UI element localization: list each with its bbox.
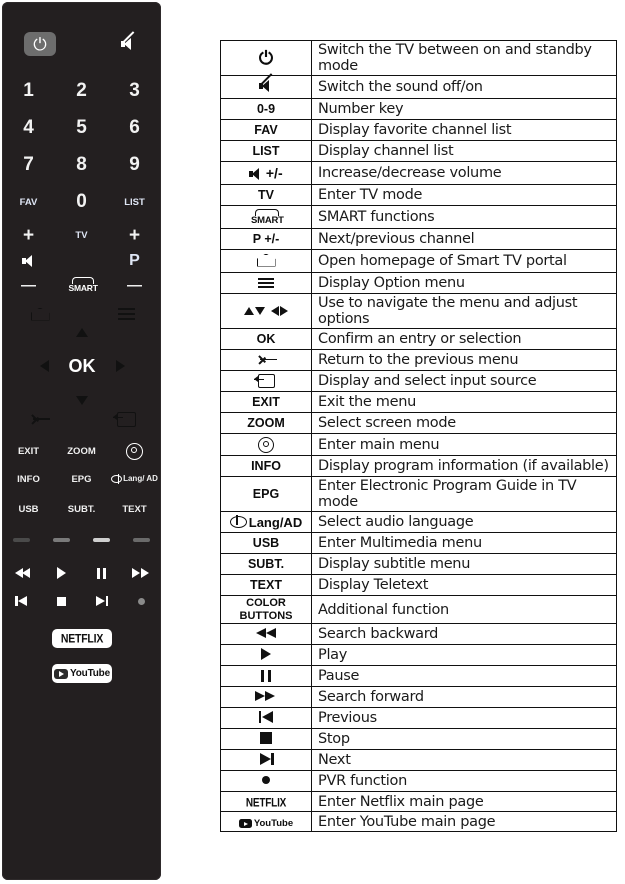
key-cell-info: INFO [221,456,312,477]
up-button[interactable] [64,322,99,342]
table-row [221,624,617,645]
key-cell-record [221,771,312,792]
desc-cell: Select screen mode [312,413,617,434]
zoom-button[interactable]: ZOOM [67,445,96,457]
power-button[interactable] [24,32,56,56]
desc-cell: Increase/decrease volume [312,162,617,185]
key-cell-search-forward [221,687,312,708]
table-row [221,162,617,185]
key-cell-volume [221,162,312,185]
key-cell-search-backward [221,624,312,645]
key-cell-menu [221,273,312,294]
previous-icon [259,711,274,723]
navigation-arrows-icon [244,306,288,316]
red-button[interactable] [2,532,42,548]
volume-icon-row [2,250,161,272]
key-cell-back [221,350,312,371]
table-row [221,294,617,329]
program-button[interactable]: P [129,252,140,269]
key-cell-youtube [221,812,312,832]
key-cell-text: TEXT [221,575,312,596]
back-arrow-icon [257,354,276,365]
key-cell-smart [221,206,312,229]
blue-button[interactable] [121,532,161,548]
desc-cell: Display Teletext [312,575,617,596]
key-cell-home [221,250,312,273]
power-icon: ⏻ [33,34,47,54]
table-row [221,141,617,162]
key-cell-numbers: 0-9 [221,99,312,120]
key-7[interactable]: 7 [23,154,34,175]
previous-icon [15,596,28,606]
arrow-up-icon [76,328,88,337]
desc-cell: Select audio language [312,512,617,533]
smart-icon: SMART [69,277,95,293]
key-cell-subt: SUBT. [221,554,312,575]
function-row-3 [2,498,161,520]
desc-cell: Display program information (if available) [312,456,617,477]
home-button[interactable] [24,302,56,326]
table-row [221,666,617,687]
pause-icon [97,568,106,579]
play-icon [57,567,66,579]
program-up-button[interactable]: + [128,224,141,246]
color-label-line1: COLOR [246,597,286,609]
home-icon [257,254,276,267]
right-button[interactable] [106,352,134,380]
home-icon [31,308,50,321]
lang-ad-icon [111,475,122,483]
function-row-1 [2,440,161,462]
volume-plus-row [2,224,161,246]
numpad-row-1 [2,77,161,105]
table-row [221,596,617,624]
key-5[interactable]: 5 [76,117,87,138]
key-cell-fav: FAV [221,120,312,141]
function-row-2 [2,468,161,490]
text-button[interactable]: TEXT [122,503,147,515]
arrow-left-icon [40,360,49,372]
youtube-button[interactable] [52,664,112,683]
key-cell-pause [221,666,312,687]
mute-icon [121,38,134,50]
key-cell-play [221,645,312,666]
key-cell-next [221,750,312,771]
subt-button[interactable]: SUBT. [67,503,96,515]
next-icon [95,596,108,606]
yellow-button[interactable] [82,532,122,548]
green-bar [53,538,70,542]
search-forward-icon [255,691,277,702]
key-cell-power [221,41,312,76]
desc-cell: Enter Electronic Program Guide in TV mode [312,477,617,512]
table-row [221,750,617,771]
netflix-logo: NETFLIX [245,796,287,810]
desc-cell: Display Option menu [312,273,617,294]
table-row [221,99,617,120]
key-cell-tv: TV [221,185,312,206]
desc-cell: Exit the menu [312,392,617,413]
table-row [221,708,617,729]
lang-ad-icon [230,516,247,528]
menu-icon [118,308,135,320]
desc-cell: Use to navigate the menu and adjust options [312,294,617,329]
table-row [221,392,617,413]
key-6[interactable]: 6 [129,117,140,138]
key-cell-navigation [221,294,312,329]
desc-cell: Confirm an entry or selection [312,329,617,350]
table-row [221,771,617,792]
info-button[interactable]: INFO [17,473,40,485]
desc-cell: Return to the previous menu [312,350,617,371]
desc-cell: SMART functions [312,206,617,229]
power-icon: ⏻ [258,48,274,68]
left-button[interactable] [30,352,58,380]
desc-cell: Play [312,645,617,666]
table-row [221,185,617,206]
key-cell-source [221,371,312,392]
speaker-icon [249,168,262,180]
table-row [221,273,617,294]
key-1[interactable]: 1 [23,80,34,101]
tv-button[interactable]: TV [75,229,88,241]
remote-control [2,2,161,880]
youtube-play-icon [239,819,252,828]
red-bar [13,538,30,542]
key-list[interactable]: LIST [124,196,145,208]
arrow-down-icon [76,396,88,405]
numpad-row-2 [2,114,161,142]
desc-cell: Enter Netflix main page [312,792,617,812]
key-function-table [220,40,617,832]
volume-button[interactable] [2,250,55,272]
desc-cell: Display subtitle menu [312,554,617,575]
pause-button[interactable] [82,562,122,584]
table-row [221,477,617,512]
desc-cell: Switch the sound off/on [312,76,617,99]
previous-button[interactable] [2,590,42,612]
play-icon [261,648,271,660]
table-row [221,206,617,229]
pause-icon [261,670,271,682]
key-cell-stop [221,729,312,750]
table-row [221,329,617,350]
settings-button[interactable] [108,440,161,462]
ok-button[interactable]: OK [68,355,96,376]
desc-cell: Stop [312,729,617,750]
key-cell-list: LIST [221,141,312,162]
arrow-right-icon [116,360,125,372]
key-3[interactable]: 3 [129,80,140,101]
input-source-icon [117,412,136,427]
key-cell-netflix [221,792,312,812]
record-button[interactable] [121,590,161,612]
gear-icon [258,437,274,453]
desc-cell: PVR function [312,771,617,792]
program-down-button[interactable]: — [127,276,142,294]
desc-cell: Enter main menu [312,434,617,456]
rewind-button[interactable] [2,562,42,584]
play-button[interactable] [42,562,82,584]
table-row [221,413,617,434]
key-9[interactable]: 9 [129,154,140,175]
transport-row-2 [2,590,161,612]
youtube-logo: YouTube [70,668,110,679]
table-row [221,575,617,596]
table-row [221,645,617,666]
key-cell-ok: OK [221,329,312,350]
table-row [221,687,617,708]
table-row [221,350,617,371]
desc-cell: Next [312,750,617,771]
spacer-cell [55,250,108,272]
back-button[interactable] [22,407,58,431]
next-button[interactable] [82,590,122,612]
numpad-row-3 [2,151,161,179]
table-row [221,76,617,99]
key-0[interactable]: 0 [76,191,87,212]
table-row [221,812,617,832]
lang-ad-button[interactable]: Lang/ AD [108,468,161,490]
volume-minus-row [2,274,161,296]
desc-cell: Enter Multimedia menu [312,533,617,554]
search-backward-icon [255,628,277,639]
table-row [221,792,617,812]
desc-cell: Switch the TV between on and standby mode [312,41,617,76]
smart-button[interactable] [55,274,108,296]
key-8[interactable]: 8 [76,154,87,175]
key-cell-program: P +/- [221,229,312,250]
netflix-logo: NETFLIX [60,631,104,646]
table-row [221,533,617,554]
key-4[interactable]: 4 [23,117,34,138]
table-row [221,434,617,456]
netflix-button[interactable] [52,629,112,648]
table-row [221,250,617,273]
key-2[interactable]: 2 [76,80,87,101]
key-cell-usb: USB [221,533,312,554]
table-row [221,729,617,750]
key-cell-exit: EXIT [221,392,312,413]
key-cell-previous [221,708,312,729]
search-backward-icon [13,568,31,578]
key-cell-epg: EPG [221,477,312,512]
next-icon [259,753,274,765]
stop-icon [57,597,66,606]
numpad-row-4 [2,188,161,216]
desc-cell: Display and select input source [312,371,617,392]
exit-button[interactable]: EXIT [17,445,40,457]
table-row [221,512,617,533]
youtube-play-icon [54,669,68,679]
table-row [221,41,617,76]
volume-up-button[interactable]: + [22,224,35,246]
desc-cell: Search backward [312,624,617,645]
mute-button[interactable] [110,32,144,56]
yellow-bar [93,538,110,542]
mute-icon [259,80,273,93]
key-cell-mute [221,76,312,99]
record-icon [138,598,145,605]
table-row [221,120,617,141]
color-label-line2: BUTTONS [239,609,293,622]
menu-icon [258,278,274,288]
stop-icon [260,732,272,744]
down-button[interactable] [64,390,99,410]
source-button[interactable] [108,407,144,431]
speaker-icon [22,255,35,267]
table-row [221,456,617,477]
blue-bar [133,538,150,542]
desc-cell: Next/previous channel [312,229,617,250]
transport-row-1 [2,562,161,584]
table-row [221,229,617,250]
desc-cell: Display channel list [312,141,617,162]
input-source-icon [258,374,275,388]
key-cell-color-buttons [221,596,312,624]
smart-icon: SMART [251,209,281,226]
search-forward-icon [132,568,150,578]
gear-icon [126,443,143,460]
menu-button[interactable] [110,302,142,326]
stop-button[interactable] [42,590,82,612]
epg-button[interactable]: EPG [71,473,92,485]
usb-button[interactable]: USB [18,503,39,515]
volume-down-button[interactable]: — [21,276,36,294]
green-button[interactable] [42,532,82,548]
table-row [221,554,617,575]
key-cell-lang-ad: Lang/AD [221,512,312,533]
table-row [221,371,617,392]
desc-cell: Pause [312,666,617,687]
record-icon [262,776,270,784]
key-cell-zoom: ZOOM [221,413,312,434]
key-cell-settings [221,434,312,456]
desc-cell: Additional function [312,596,617,624]
key-fav[interactable]: FAV [19,196,38,208]
desc-cell: Number key [312,99,617,120]
fastforward-button[interactable] [121,562,161,584]
volume-plusminus-label: +/- [265,165,283,181]
desc-cell: Enter TV mode [312,185,617,206]
desc-cell: Previous [312,708,617,729]
desc-cell: Search forward [312,687,617,708]
desc-cell: Enter YouTube main page [312,812,617,832]
back-arrow-icon [30,413,50,425]
desc-cell: Open homepage of Smart TV portal [312,250,617,273]
desc-cell: Display favorite channel list [312,120,617,141]
youtube-logo: YouTube [239,818,293,829]
color-buttons-row [2,532,161,548]
